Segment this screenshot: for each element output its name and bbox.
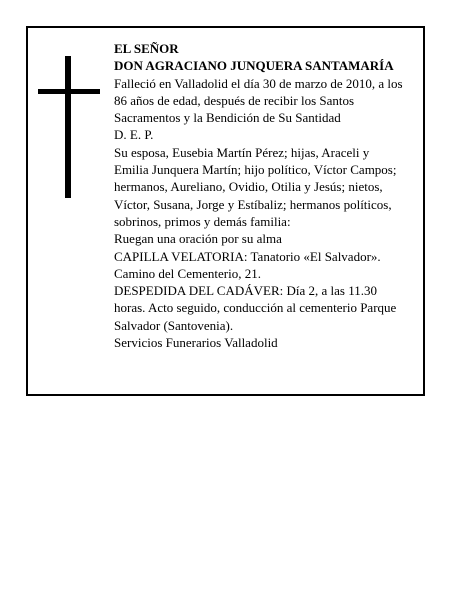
text-line: sobrinos, primos y demás familia: bbox=[114, 213, 291, 229]
text-line: hermanos, Aureliano, Ovidio, Otilia y Jesús; nietos, bbox=[114, 179, 383, 195]
text-line: Sacramentos y la Bendición de Su Santidad bbox=[114, 110, 341, 126]
text-line: Camino del Cementerio, 21. bbox=[114, 265, 261, 281]
text-line: Servicios Funerarios Valladolid bbox=[114, 335, 278, 351]
text-line: CAPILLA VELATORIA: Tanatorio «El Salvador». bbox=[114, 248, 381, 264]
text-line: Emilia Junquera Martín; hijo político, Víctor Campos; bbox=[114, 162, 397, 178]
text-line: Falleció en Valladolid el día 30 de marzo de 2010, a los bbox=[114, 75, 403, 91]
text-line: D. E. P. bbox=[114, 127, 154, 143]
text-line: horas. Acto seguido, conducción al cementerio Parque bbox=[114, 300, 397, 316]
obituary-notice bbox=[26, 26, 425, 396]
deceased-name: DON AGRACIANO JUNQUERA SANTAMARÍA bbox=[114, 58, 394, 74]
obituary-text bbox=[114, 40, 419, 351]
text-line: DESPEDIDA DEL CADÁVER: Día 2, a las 11.30 bbox=[114, 283, 377, 299]
text-line: Salvador (Santovenia). bbox=[114, 317, 234, 333]
text-line: 86 años de edad, después de recibir los Santos bbox=[114, 92, 355, 108]
text-line: Víctor, Susana, Jorge y Estíbaliz; hermanos políticos, bbox=[114, 196, 392, 212]
text-line: Su esposa, Eusebia Martín Pérez; hijas, Araceli y bbox=[114, 144, 370, 160]
cross-icon bbox=[38, 56, 100, 198]
text-line: Ruegan una oración por su alma bbox=[114, 231, 282, 247]
notice-title: EL SEÑOR bbox=[114, 41, 179, 56]
